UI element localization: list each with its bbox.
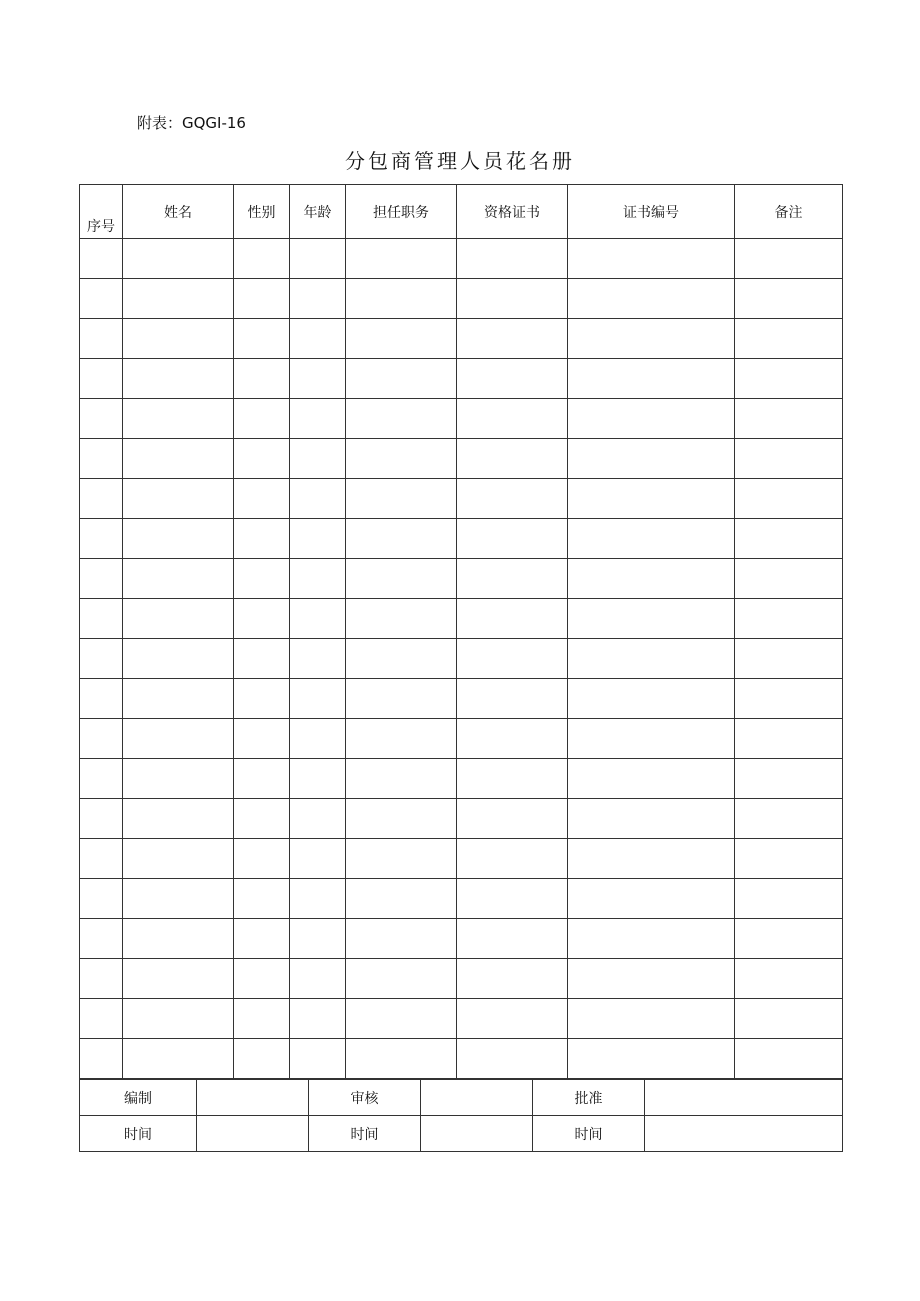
table-cell[interactable] (735, 1039, 843, 1079)
date-row (80, 1116, 843, 1152)
table-cell[interactable] (234, 879, 290, 919)
table-cell[interactable] (735, 239, 843, 279)
table-cell[interactable] (123, 239, 234, 279)
table-row (80, 919, 843, 959)
table-row (80, 519, 843, 559)
table-cell[interactable] (290, 1039, 346, 1079)
table-row (80, 999, 843, 1039)
table-cell[interactable] (290, 559, 346, 599)
table-cell[interactable] (290, 319, 346, 359)
field-time-approved[interactable] (645, 1116, 843, 1152)
table-cell[interactable] (80, 999, 123, 1039)
table-cell[interactable] (290, 479, 346, 519)
table-cell[interactable] (290, 439, 346, 479)
table-cell[interactable] (123, 919, 234, 959)
table-cell[interactable] (346, 479, 457, 519)
table-cell[interactable] (568, 679, 735, 719)
table-cell[interactable] (346, 399, 457, 439)
label-approved: 批准 (533, 1080, 645, 1116)
table-cell[interactable] (457, 919, 568, 959)
table-cell[interactable] (568, 999, 735, 1039)
table-cell[interactable] (123, 479, 234, 519)
table-cell[interactable] (234, 959, 290, 999)
table-cell[interactable] (80, 719, 123, 759)
table-cell[interactable] (457, 279, 568, 319)
table-cell[interactable] (457, 359, 568, 399)
table-cell[interactable] (290, 799, 346, 839)
table-row (80, 559, 843, 599)
table-cell[interactable] (735, 279, 843, 319)
table-cell[interactable] (735, 439, 843, 479)
table-row (80, 799, 843, 839)
table-cell[interactable] (346, 519, 457, 559)
table-cell[interactable] (568, 1039, 735, 1079)
table-cell[interactable] (80, 1039, 123, 1079)
table-cell[interactable] (290, 239, 346, 279)
table-cell[interactable] (457, 839, 568, 879)
table-cell[interactable] (123, 279, 234, 319)
table-cell[interactable] (80, 959, 123, 999)
table-row (80, 399, 843, 439)
table-cell[interactable] (346, 719, 457, 759)
table-row (80, 439, 843, 479)
table-cell[interactable] (735, 799, 843, 839)
table-cell[interactable] (346, 759, 457, 799)
table-cell[interactable] (568, 759, 735, 799)
table-cell[interactable] (735, 999, 843, 1039)
table-cell[interactable] (234, 919, 290, 959)
table-cell[interactable] (290, 759, 346, 799)
table-cell[interactable] (346, 599, 457, 639)
table-cell[interactable] (234, 399, 290, 439)
table-cell[interactable] (80, 639, 123, 679)
table-cell[interactable] (80, 759, 123, 799)
table-cell[interactable] (346, 559, 457, 599)
col-header-remarks: 备注 (735, 185, 843, 239)
table-cell[interactable] (234, 319, 290, 359)
field-time-reviewed[interactable] (421, 1116, 533, 1152)
table-cell[interactable] (346, 239, 457, 279)
table-cell[interactable] (80, 239, 123, 279)
table-cell[interactable] (735, 359, 843, 399)
table-cell[interactable] (234, 759, 290, 799)
roster-table (79, 184, 843, 1079)
table-cell[interactable] (290, 519, 346, 559)
table-cell[interactable] (234, 639, 290, 679)
table-row (80, 239, 843, 279)
table-cell[interactable] (457, 479, 568, 519)
table-cell[interactable] (457, 799, 568, 839)
table-cell[interactable] (346, 359, 457, 399)
table-cell[interactable] (735, 319, 843, 359)
table-cell[interactable] (568, 439, 735, 479)
table-row (80, 1039, 843, 1079)
table-cell[interactable] (80, 519, 123, 559)
table-cell[interactable] (290, 719, 346, 759)
table-cell[interactable] (290, 839, 346, 879)
table-cell[interactable] (568, 799, 735, 839)
table-cell[interactable] (735, 519, 843, 559)
col-header-position: 担任职务 (346, 185, 457, 239)
table-cell[interactable] (123, 679, 234, 719)
table-cell[interactable] (457, 519, 568, 559)
table-cell[interactable] (346, 439, 457, 479)
table-cell[interactable] (80, 279, 123, 319)
table-row (80, 719, 843, 759)
field-approved[interactable] (645, 1080, 843, 1116)
table-cell[interactable] (568, 479, 735, 519)
table-cell[interactable] (234, 559, 290, 599)
table-cell[interactable] (234, 519, 290, 559)
table-cell[interactable] (234, 839, 290, 879)
table-cell[interactable] (457, 399, 568, 439)
table-cell[interactable] (123, 959, 234, 999)
table-cell[interactable] (234, 479, 290, 519)
table-cell[interactable] (568, 879, 735, 919)
table-cell[interactable] (457, 599, 568, 639)
table-cell[interactable] (568, 959, 735, 999)
table-cell[interactable] (80, 439, 123, 479)
table-cell[interactable] (568, 919, 735, 959)
table-cell[interactable] (568, 519, 735, 559)
approval-row (80, 1080, 843, 1116)
table-cell[interactable] (123, 319, 234, 359)
table-cell[interactable] (123, 399, 234, 439)
table-cell[interactable] (457, 239, 568, 279)
table-cell[interactable] (123, 639, 234, 679)
table-row (80, 839, 843, 879)
table-row (80, 879, 843, 919)
col-header-gender: 性别 (234, 185, 290, 239)
table-cell[interactable] (735, 599, 843, 639)
table-row (80, 959, 843, 999)
table-cell[interactable] (568, 599, 735, 639)
table-cell[interactable] (80, 679, 123, 719)
table-cell[interactable] (290, 599, 346, 639)
table-cell[interactable] (735, 879, 843, 919)
table-cell[interactable] (123, 359, 234, 399)
table-cell[interactable] (80, 319, 123, 359)
table-cell[interactable] (123, 999, 234, 1039)
table-cell[interactable] (457, 759, 568, 799)
table-cell[interactable] (234, 999, 290, 1039)
table-cell[interactable] (123, 599, 234, 639)
table-cell[interactable] (123, 519, 234, 559)
table-cell[interactable] (568, 359, 735, 399)
table-cell[interactable] (346, 1039, 457, 1079)
table-header-row (80, 185, 843, 239)
table-cell[interactable] (123, 879, 234, 919)
table-cell[interactable] (290, 999, 346, 1039)
table-row (80, 319, 843, 359)
table-cell[interactable] (568, 319, 735, 359)
approval-table (79, 1079, 843, 1152)
table-row (80, 639, 843, 679)
table-cell[interactable] (346, 799, 457, 839)
table-cell[interactable] (234, 719, 290, 759)
table-cell[interactable] (346, 959, 457, 999)
table-cell[interactable] (457, 959, 568, 999)
table-cell[interactable] (568, 559, 735, 599)
table-cell[interactable] (735, 759, 843, 799)
table-cell[interactable] (234, 679, 290, 719)
label-time-reviewed: 时间 (309, 1116, 421, 1152)
table-cell[interactable] (457, 559, 568, 599)
table-cell[interactable] (735, 639, 843, 679)
table-cell[interactable] (457, 719, 568, 759)
table-cell[interactable] (123, 719, 234, 759)
table-cell[interactable] (735, 559, 843, 599)
table-cell[interactable] (123, 759, 234, 799)
table-cell[interactable] (568, 639, 735, 679)
table-cell[interactable] (346, 679, 457, 719)
label-reviewed: 审核 (309, 1080, 421, 1116)
table-row (80, 599, 843, 639)
field-time-compiled[interactable] (197, 1116, 309, 1152)
table-cell[interactable] (290, 359, 346, 399)
table-cell[interactable] (290, 959, 346, 999)
table-cell[interactable] (123, 839, 234, 879)
table-row (80, 759, 843, 799)
table-cell[interactable] (346, 839, 457, 879)
table-cell[interactable] (735, 719, 843, 759)
table-cell[interactable] (346, 319, 457, 359)
form-reference: 附表：GQGI-16 (137, 114, 246, 132)
table-cell[interactable] (80, 919, 123, 959)
table-cell[interactable] (123, 559, 234, 599)
table-cell[interactable] (80, 359, 123, 399)
roster-body (80, 239, 843, 1079)
table-cell[interactable] (123, 1039, 234, 1079)
table-cell[interactable] (735, 839, 843, 879)
col-header-age: 年龄 (290, 185, 346, 239)
table-cell[interactable] (123, 439, 234, 479)
table-cell[interactable] (80, 839, 123, 879)
table-row (80, 279, 843, 319)
table-cell[interactable] (346, 999, 457, 1039)
table-cell[interactable] (457, 439, 568, 479)
table-cell[interactable] (290, 279, 346, 319)
table-cell[interactable] (568, 239, 735, 279)
table-cell[interactable] (234, 439, 290, 479)
field-compiled[interactable] (197, 1080, 309, 1116)
col-header-seq: 序号 (80, 185, 123, 239)
table-cell[interactable] (457, 1039, 568, 1079)
label-time-approved: 时间 (533, 1116, 645, 1152)
table-cell[interactable] (234, 279, 290, 319)
table-cell[interactable] (346, 879, 457, 919)
table-cell[interactable] (735, 479, 843, 519)
table-cell[interactable] (290, 399, 346, 439)
table-cell[interactable] (234, 239, 290, 279)
table-cell[interactable] (80, 399, 123, 439)
table-cell[interactable] (735, 399, 843, 439)
table-cell[interactable] (568, 399, 735, 439)
table-row (80, 679, 843, 719)
table-cell[interactable] (123, 799, 234, 839)
table-cell[interactable] (234, 799, 290, 839)
table-cell[interactable] (735, 679, 843, 719)
table-cell[interactable] (80, 879, 123, 919)
col-header-cert-number: 证书编号 (568, 185, 735, 239)
table-row (80, 479, 843, 519)
table-row (80, 359, 843, 399)
table-cell[interactable] (234, 359, 290, 399)
table-cell[interactable] (80, 479, 123, 519)
table-cell[interactable] (457, 879, 568, 919)
table-cell[interactable] (290, 879, 346, 919)
table-cell[interactable] (290, 679, 346, 719)
table-cell[interactable] (568, 719, 735, 759)
table-cell[interactable] (346, 919, 457, 959)
table-cell[interactable] (346, 639, 457, 679)
table-cell[interactable] (346, 279, 457, 319)
table-cell[interactable] (457, 999, 568, 1039)
table-cell[interactable] (457, 639, 568, 679)
table-cell[interactable] (290, 639, 346, 679)
table-cell[interactable] (457, 319, 568, 359)
table-cell[interactable] (457, 679, 568, 719)
label-time-compiled: 时间 (80, 1116, 197, 1152)
table-cell[interactable] (568, 839, 735, 879)
table-cell[interactable] (234, 599, 290, 639)
page-title: 分包商管理人员花名册 (345, 149, 575, 173)
table-cell[interactable] (735, 919, 843, 959)
field-reviewed[interactable] (421, 1080, 533, 1116)
table-cell[interactable] (234, 1039, 290, 1079)
table-cell[interactable] (568, 279, 735, 319)
table-cell[interactable] (735, 959, 843, 999)
col-header-qualification: 资格证书 (457, 185, 568, 239)
table-cell[interactable] (80, 799, 123, 839)
table-cell[interactable] (290, 919, 346, 959)
table-cell[interactable] (80, 559, 123, 599)
label-compiled: 编制 (80, 1080, 197, 1116)
col-header-name: 姓名 (123, 185, 234, 239)
table-cell[interactable] (80, 599, 123, 639)
